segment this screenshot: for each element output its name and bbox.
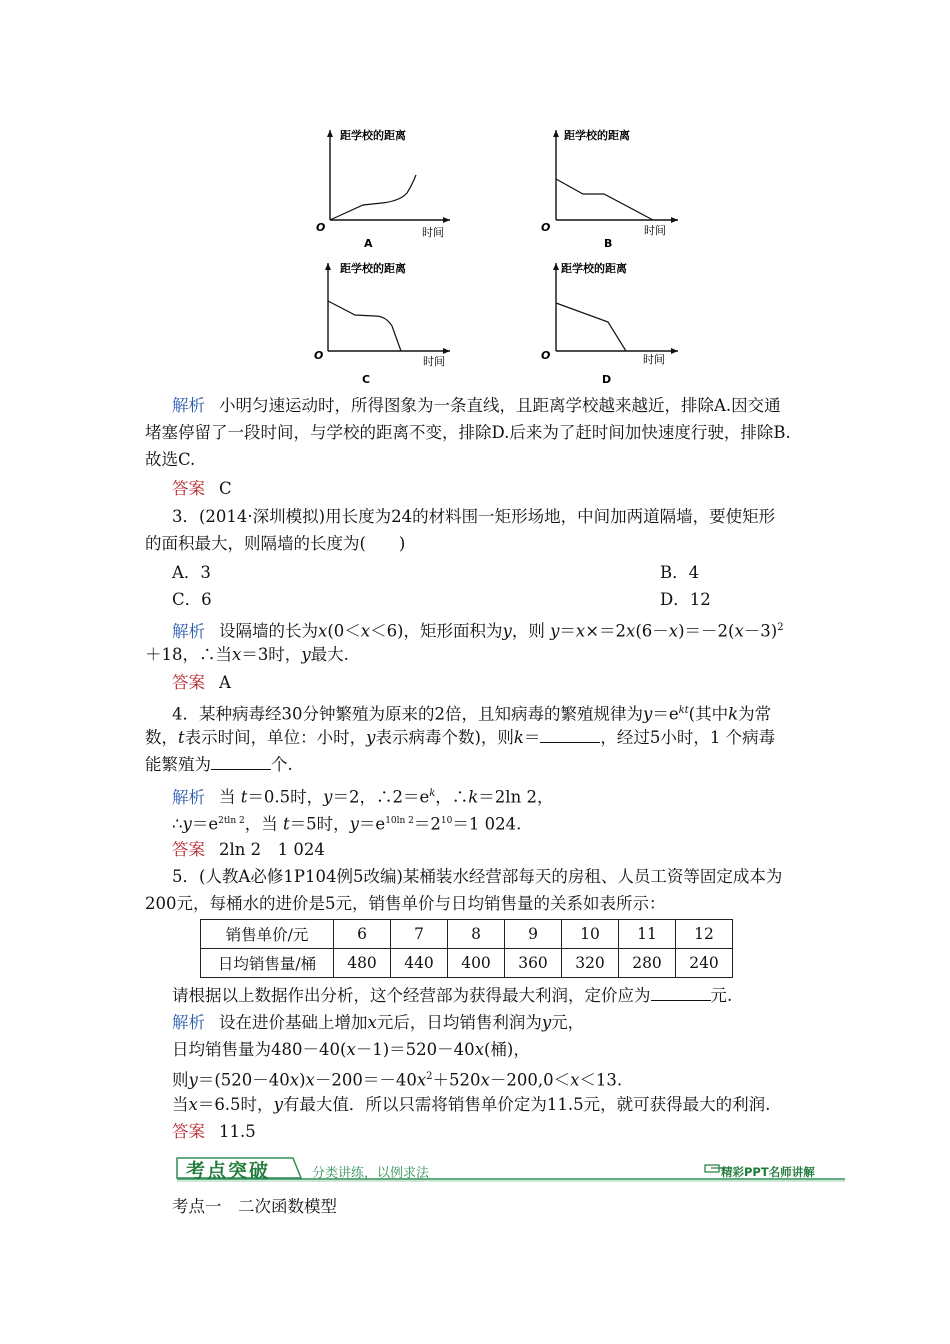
table-cell: 320	[562, 949, 619, 978]
graph-a-panel-label: A	[364, 237, 373, 250]
q4-stem-line3: 能繁殖为 个.	[145, 755, 293, 774]
graph-c-xlabel: 时间	[423, 355, 445, 368]
table-cell: 480	[334, 949, 391, 978]
answer-tag: 答案	[172, 479, 205, 498]
table-cell: 440	[391, 949, 448, 978]
topic-heading: 考点一 二次函数模型	[172, 1197, 337, 1216]
q4-blank-k[interactable]	[540, 728, 600, 743]
graph-d-ylabel: 距学校的距离	[561, 262, 627, 275]
graph-b-curve	[556, 179, 653, 220]
q2-answer: 答案 C	[172, 479, 232, 498]
q3-stem-line1: 3．(2014·深圳模拟)用长度为24的材料围一矩形场地，中间加两道隔墙，要使矩形	[172, 507, 776, 526]
q3-option-d: D．12	[660, 590, 711, 609]
graph-c	[300, 258, 460, 390]
q4-analysis-line1: 解析 当 t＝0.5时，y＝2，$\therefore 2=e^k$，∴k＝2ln 2，	[172, 787, 554, 807]
q5-blank-price[interactable]	[651, 986, 711, 1001]
graph-b-ylabel: 距学校的距离	[564, 129, 630, 142]
table-cell: 9	[505, 920, 562, 949]
graph-a-xlabel: 时间	[422, 226, 444, 239]
graph-c-curve	[328, 301, 401, 351]
graph-b	[528, 125, 688, 250]
answer-tag: 答案	[172, 840, 205, 859]
analysis-tag: 解析	[172, 396, 205, 415]
graph-a-curve	[330, 175, 416, 220]
q4-answer: 答案 2ln 2 1 024	[172, 840, 325, 859]
q3-analysis-line2: ＋18，∴当x＝3时，y最大.	[145, 645, 349, 664]
table-cell: 10	[562, 920, 619, 949]
table-cell: 8	[448, 920, 505, 949]
table-cell: 11	[619, 920, 676, 949]
table-cell: 280	[619, 949, 676, 978]
graph-d-curve	[556, 303, 626, 351]
table-cell: 7	[391, 920, 448, 949]
q4-stem-line1: 4．某种病毒经30分钟繁殖为原来的2倍，且知病毒的繁殖规律为$y=e^{kt}$(其中k为常	[172, 704, 772, 724]
graph-c-panel-label: C	[362, 373, 371, 386]
graph-d	[528, 258, 688, 390]
q5-after-table: 请根据以上数据作出分析，这个经营部为获得最大利润，定价应为 元.	[172, 986, 733, 1005]
sales-table	[200, 919, 733, 978]
answer-tag: 答案	[172, 673, 205, 692]
q2-analysis-line3: 故选C.	[145, 450, 196, 469]
q5-analysis-line3: 则$y=(520-40x)x-200=-40x^2+520x-200,0<x<13$.	[172, 1070, 623, 1090]
q3-analysis-line1: 解析 设隔墙的长为x(0＜x＜6)，矩形面积为y，则 $y=x\times=2x(6-x)=-2(x-3)^2$	[172, 621, 784, 641]
section-title: 考点突破	[186, 1160, 271, 1182]
graph-c-ylabel: 距学校的距离	[340, 262, 406, 275]
graph-d-panel-label: D	[602, 373, 612, 386]
table-header-cell: 日均销售量/桶	[201, 949, 334, 978]
q4-blank-count[interactable]	[211, 755, 271, 770]
graph-c-origin: O	[314, 349, 324, 362]
q3-option-c: C．6	[172, 590, 212, 609]
q5-stem-line2: 200元，每桶水的进价是5元，销售单价与日均销售量的关系如表所示：	[145, 894, 666, 913]
graph-a-ylabel: 距学校的距离	[340, 129, 406, 142]
q4-analysis-line2: $\therefore y=e^{2tln 2}$，当 t＝5时，$y=e^{10ln 2}=2^{10}=1$ 024.	[172, 814, 522, 834]
q5-analysis-line2: 日均销售量为480－40(x－1)＝520－40x(桶)，	[172, 1040, 530, 1059]
graph-d-origin: O	[541, 349, 551, 362]
table-cell: 400	[448, 949, 505, 978]
q5-answer: 答案 11.5	[172, 1122, 256, 1141]
q3-option-a: A．3	[172, 563, 211, 582]
q3-option-b: B．4	[660, 563, 700, 582]
table-cell: 360	[505, 949, 562, 978]
graph-b-origin: O	[541, 221, 551, 234]
analysis-tag: 解析	[172, 621, 205, 641]
graph-b-xlabel: 时间	[644, 224, 666, 237]
table-row	[201, 949, 733, 978]
table-cell: 240	[676, 949, 733, 978]
q3-stem-line2: 的面积最大，则隔墙的长度为( )	[145, 534, 406, 553]
analysis-tag: 解析	[172, 1013, 205, 1032]
q5-stem-line1: 5．(人教A必修1P104例5改编)某桶装水经营部每天的房租、人员工资等固定成本为	[172, 867, 783, 886]
graph-a	[300, 125, 460, 250]
table-header-cell: 销售单价/元	[201, 920, 334, 949]
q5-analysis-line4: 当x＝6.5时，y有最大值．所以只需将销售单价定为11.5元，就可获得最大的利润.	[172, 1095, 771, 1114]
table-cell: 12	[676, 920, 733, 949]
graph-b-panel-label: B	[604, 237, 613, 250]
graph-a-origin: O	[316, 221, 326, 234]
q5-analysis-line1: 解析 设在进价基础上增加x元后，日均销售利润为y元，	[172, 1013, 585, 1032]
table-cell: 6	[334, 920, 391, 949]
table-row	[201, 920, 733, 949]
q4-stem-line2: 数，t表示时间，单位：小时，y表示病毒个数)，则k＝ ，经过5小时，1 个病毒	[145, 728, 776, 747]
q2-analysis-line2: 堵塞停留了一段时间，与学校的距离不变，排除D.后来为了赶时间加快速度行驶，排除B.	[145, 423, 791, 442]
analysis-tag: 解析	[172, 787, 205, 807]
section-ppt-link[interactable]: 精彩PPT名师讲解	[721, 1165, 815, 1179]
q2-analysis-line1: 解析 小明匀速运动时，所得图象为一条直线，且距离学校越来越近，排除A.因交通	[172, 396, 781, 415]
answer-tag: 答案	[172, 1122, 205, 1141]
section-subtitle: 分类讲练，以例求法	[312, 1166, 430, 1181]
q3-answer: 答案 A	[172, 673, 231, 692]
graph-d-xlabel: 时间	[643, 353, 665, 366]
